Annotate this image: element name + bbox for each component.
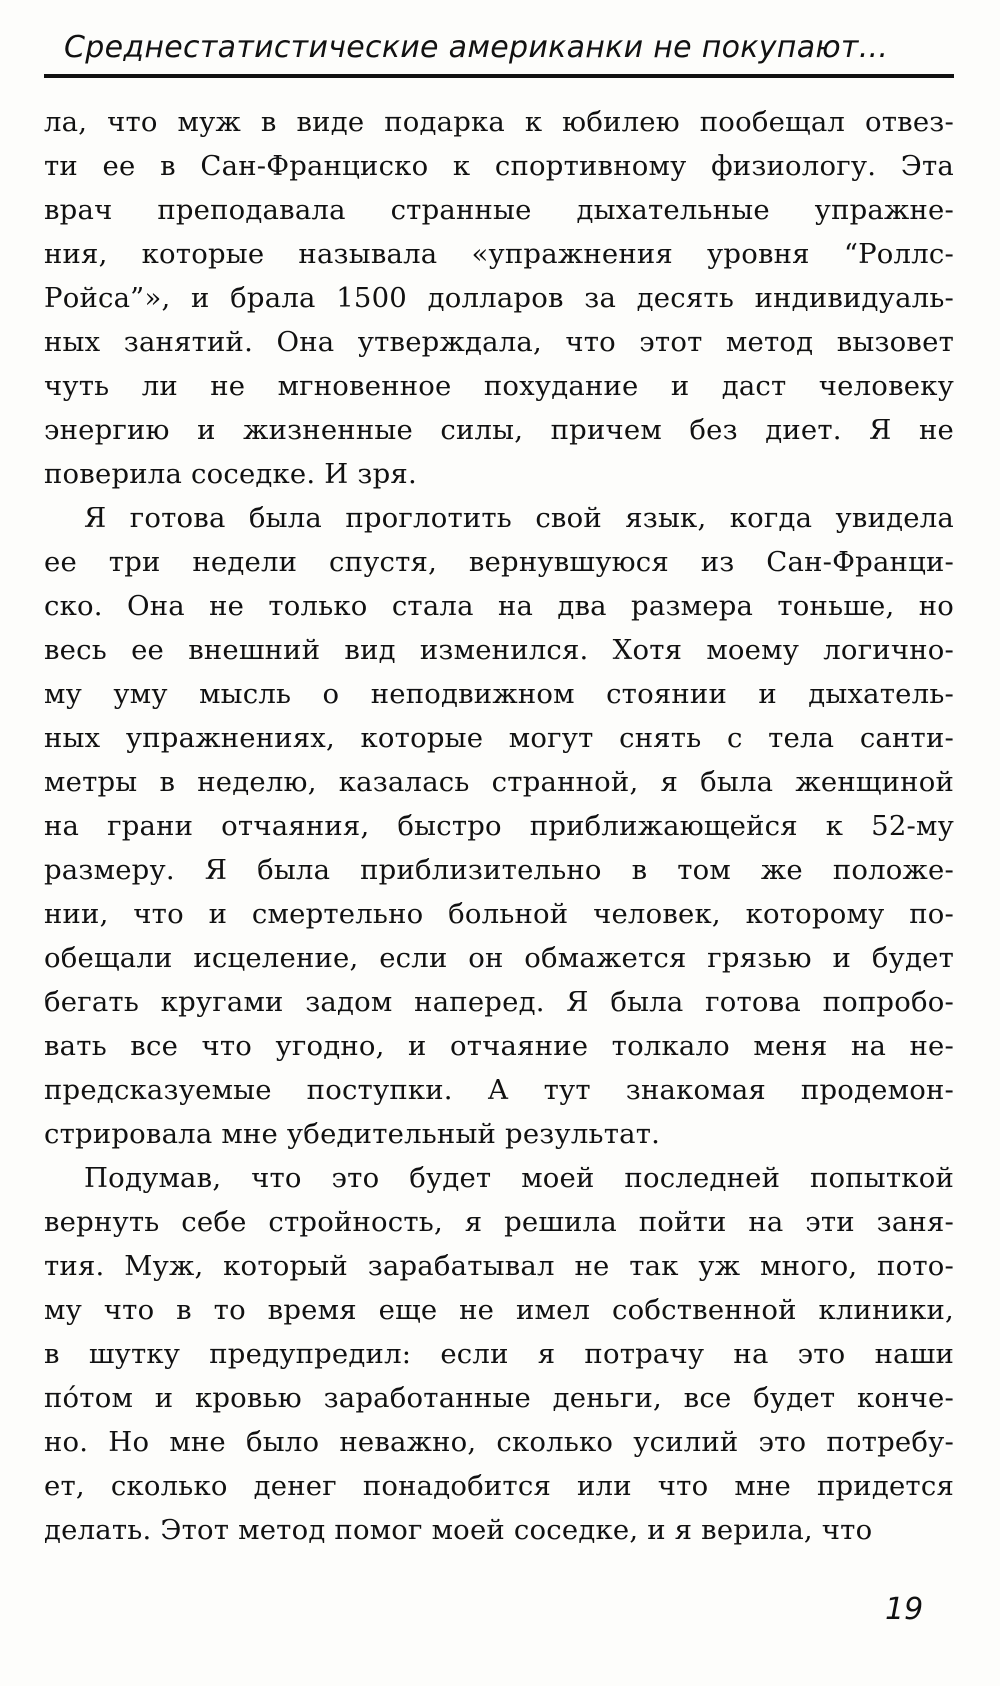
page-number: 19 [885,1592,924,1627]
body-text [44,100,954,1552]
text-line: вернуть себе стройность, я решила пойти на эти заня- [44,1206,954,1238]
text-line: делать. Этот метод помог моей соседке, и я верила, что [44,1514,873,1546]
running-head [44,28,954,78]
text-line: ти ее в Сан-Франциско к спортивному физиологу. Эта [44,150,954,182]
running-title: Среднестатистические американки не покупают... [64,30,889,65]
text-line: размеру. Я была приблизительно в том же положе- [44,854,954,886]
text-line: чуть ли не мгновенное похудание и даст человеку [44,370,954,402]
text-line: стрировала мне убедительный результат. [44,1118,661,1150]
text-line: ла, что муж в виде подарка к юбилею пообещал отвез- [44,106,954,138]
text-line: обещали исцеление, если он обмажется грязью и будет [44,942,954,974]
text-line: тия. Муж, который зарабатывал не так уж много, пото- [44,1250,954,1282]
text-line: му уму мысль о неподвижном стоянии и дыхатель- [44,678,954,710]
text-line: но. Но мне было неважно, сколько усилий это потребу- [44,1426,954,1458]
text-line: энергию и жизненные силы, причем без диет. Я не [44,414,954,446]
text-line: Я готова была проглотить свой язык, когда увидела [84,502,954,534]
text-line: му что в то время еще не имел собственной клиники, [44,1294,954,1326]
text-line: ее три недели спустя, вернувшуюся из Сан-Франци- [44,546,954,578]
text-line: ных упражнениях, которые могут снять с тела санти- [44,722,954,754]
text-line: ния, которые называла «упражнения уровня “Роллс- [44,238,954,270]
text-line: метры в неделю, казалась странной, я была женщиной [44,766,954,798]
text-line: в шутку предупредил: если я потрачу на это наши [44,1338,954,1370]
text-line: нии, что и смертельно больной человек, которому по- [44,898,954,930]
text-line: весь ее внешний вид изменился. Хотя моему логично- [44,634,954,666]
text-line: предсказуемые поступки. А тут знакомая продемон- [44,1074,954,1106]
text-line: Ройса”», и брала 1500 долларов за десять индивидуаль- [44,282,954,314]
text-line: пóтом и кровью заработанные деньги, все будет конче- [44,1382,954,1414]
text-line: Подумав, что это будет моей последней попыткой [84,1162,954,1194]
text-line: ет, сколько денег понадобится или что мне придется [44,1470,954,1502]
text-line: вать все что угодно, и отчаяние толкало меня на не- [44,1030,954,1062]
text-line: ско. Она не только стала на два размера тоньше, но [44,590,954,622]
text-line: на грани отчаяния, быстро приближающейся к 52-му [44,810,954,842]
text-line: врач преподавала странные дыхательные упражне- [44,194,954,226]
text-line: поверила соседке. И зря. [44,458,417,490]
text-line: ных занятий. Она утверждала, что этот метод вызовет [44,326,954,358]
text-line: бегать кругами задом наперед. Я была готова попробо- [44,986,954,1018]
